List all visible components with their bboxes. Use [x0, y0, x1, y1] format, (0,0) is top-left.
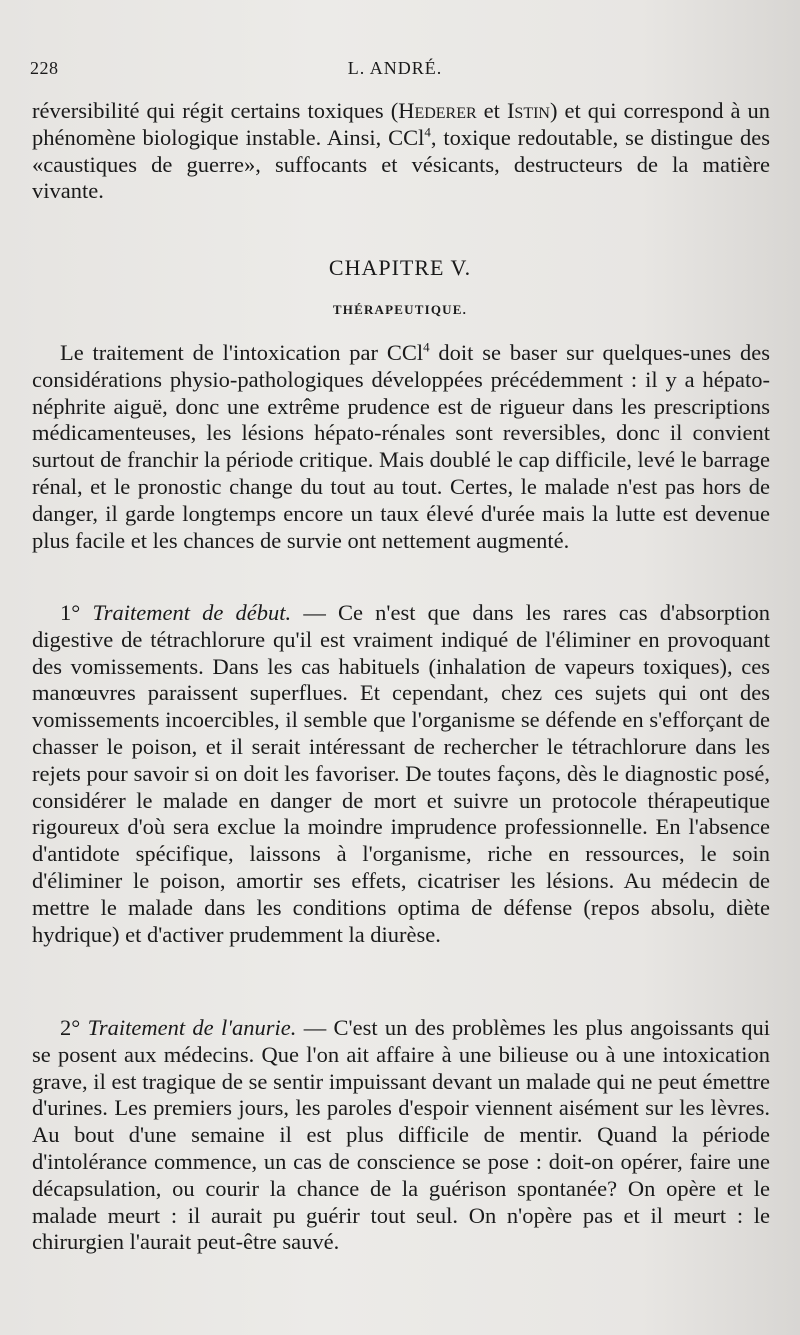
chapter-title: CHAPITRE V. [328, 255, 472, 280]
p1-superscript: 4 [423, 339, 430, 355]
page-number: 228 [30, 58, 59, 78]
p2-heading: Traitement de début. [92, 600, 292, 625]
p2-number: 1° [60, 600, 93, 625]
intro-superscript: 4 [424, 124, 431, 140]
p1-text-b: doit se baser sur quelques-unes des considérations physio-pathologiques développées précédemment : il y a hépato-néphrite aiguë, donc une extrême prudence est de rigueur dans les prescriptions médicamenteuses, les lésions hépato-rénales sont reversibles, donc il convient surtout de franchir la période critique. Mais doublé le cap difficile, levé le barrage rénal, et le pronostic change du tout au tout. Certes, le malade n'est pas hors de danger, il garde longtemps encore un taux élevé d'urée mais la lutte est devenue plus facile et les chances de survie ont nettement augmenté. [32, 340, 770, 553]
intro-text-b: ) et qui correspond à un phénomène biologique instable. Ainsi, CCl [32, 98, 770, 150]
paragraph-traitement [32, 340, 770, 554]
p2-text: — Ce n'est que dans les rares cas d'absorption digestive de tétrachlorure qu'il est vraiment indiqué de l'éliminer en provoquant des vomissements. Dans les cas habituels (inhalation de vapeurs toxiques), ces manœuvres paraissent superflues. Et cependant, chez ces sujets qui ont des vomissements incoercibles, il semble que l'organisme se défende en s'efforçant de chasser le poison, et il serait intéressant de rechercher le tétrachlorure dans les rejets pour savoir si on doit les favoriser. De toutes façons, dès le diagnostic posé, considérer le malade en danger de mort et suivre un protocole thérapeutique rigoureux d'où sera exclue la moindre imprudence professionnelle. En l'absence d'antidote spécifique, laissons à l'organisme, riche en ressources, le soin d'éliminer le poison, amortir ses effets, cicatriser les lésions. Au médecin de mettre le malade dans les conditions optima de défense (repos absolu, diète hydrique) et d'activer prudemment la diurèse. [32, 600, 771, 947]
p1-text-a: Le traitement de l'intoxication par CCl [60, 340, 424, 365]
chapter-subtitle: THÉRAPEUTIQUE. [332, 302, 468, 317]
intro-text-c: , toxique redoutable, se distingue des «caustiques de guerre», suffocants et vésicants, destructeurs de la matière vivante. [32, 124, 770, 204]
p3-number: 2° [60, 1015, 88, 1040]
running-head: L. ANDRÉ. [347, 58, 443, 78]
p3-heading: Traitement de l'anurie. [87, 1015, 297, 1040]
paragraph-traitement-anurie [32, 1015, 770, 1256]
intro-paragraph [32, 98, 770, 205]
intro-text-mid: et [476, 98, 507, 123]
author-istin: Istin [506, 98, 550, 123]
intro-text-a: réversibilité qui régit certains toxiques ( [32, 98, 399, 123]
author-hederer: Hederer [398, 98, 477, 123]
page-header [30, 58, 760, 86]
p3-text: — C'est un des problèmes les plus angoissants qui se posent aux médecins. Que l'on ait affaire à une bilieuse ou à une intoxication grave, il est tragique de se sentir impuissant devant un malade qui ne peut émettre d'urines. Les premiers jours, les paroles d'espoir viennent aisément sur les lèvres. Au bout d'une semaine il est plus difficile de mentir. Quand la période d'intolérance commence, un cas de conscience se pose : doit-on opérer, faire une décapsulation, ou courir la chance de la guérison spontanée? On opère et le malade meurt : il aurait pu guérir tout seul. On n'opère pas et il meurt : le chirurgien l'aurait peut-être sauvé. [32, 1015, 770, 1255]
paragraph-traitement-debut [32, 600, 770, 948]
